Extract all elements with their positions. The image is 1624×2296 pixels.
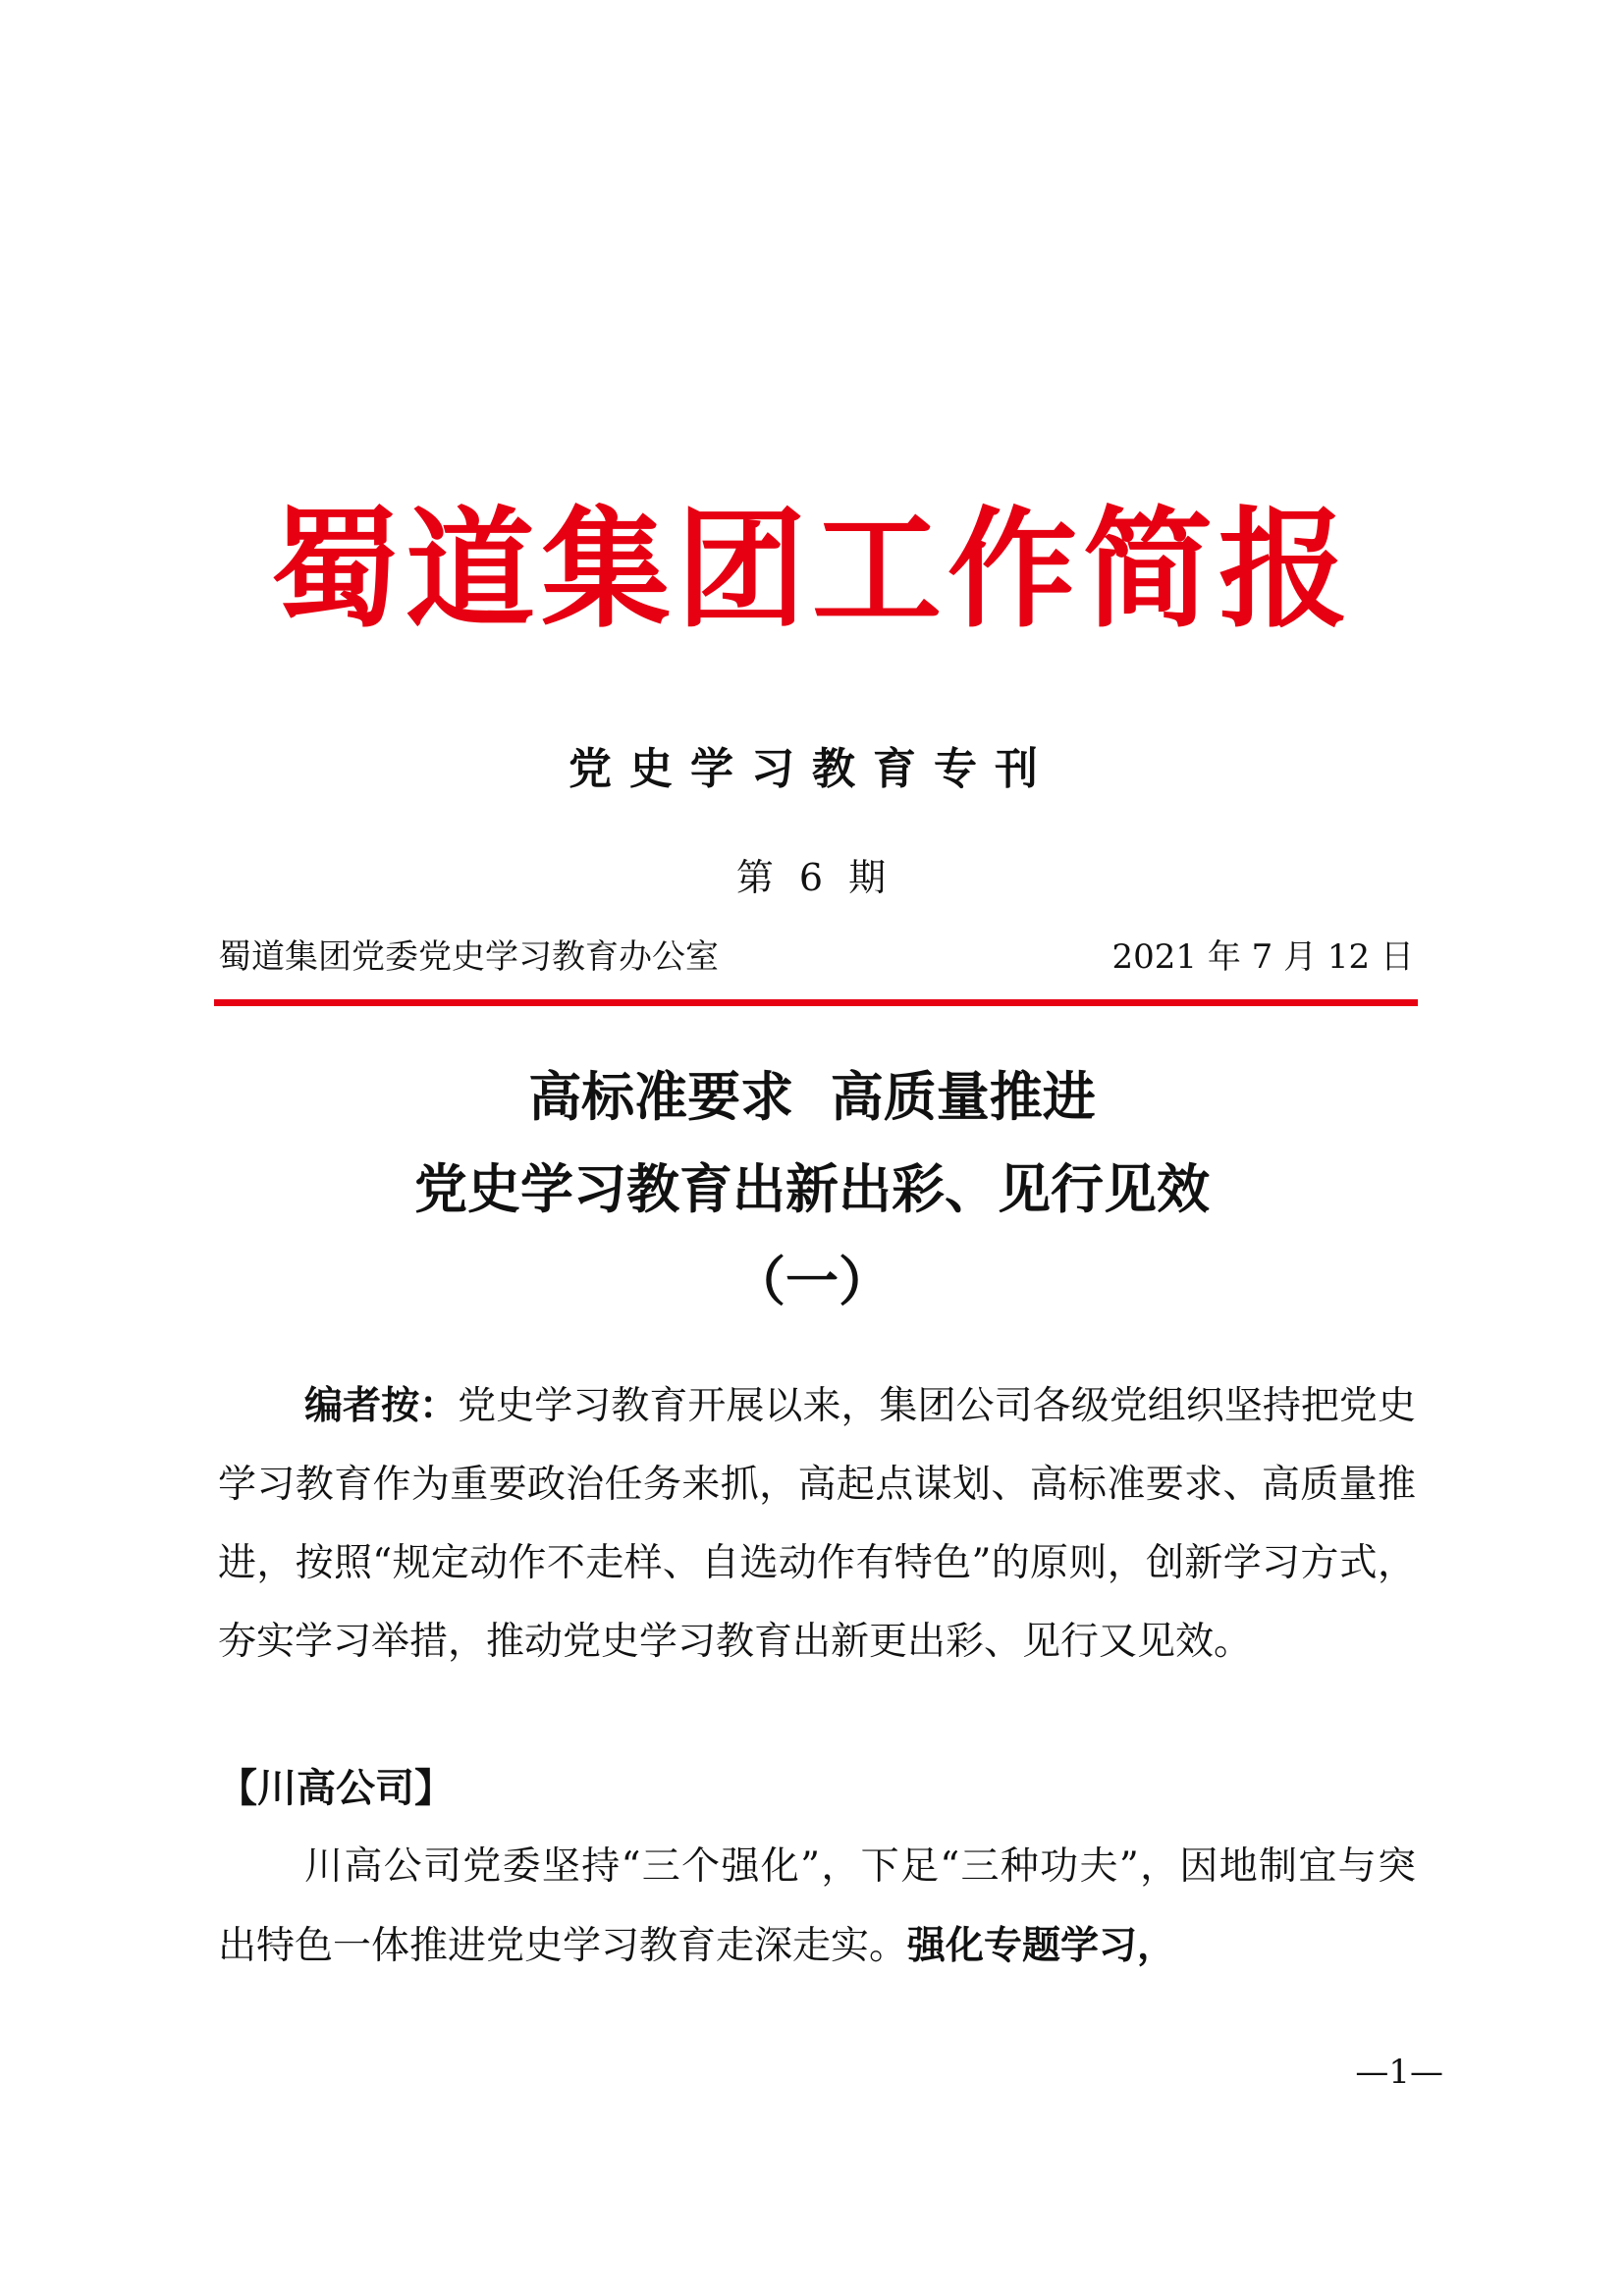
issuer-row <box>218 937 1414 977</box>
masthead-title: 蜀道集团工作简报 <box>270 494 1354 646</box>
section-text: 川高公司党委坚持“三个强化”，下足“三种功夫”，因地制宜与突出特色一体推进党史学习教育走深走实。 <box>218 1844 1416 1968</box>
header-divider <box>214 999 1418 1006</box>
article-title-line-1: 高标准要求 高质量推进 <box>528 1065 1096 1128</box>
issue-date: 2021 年 7 月 12 日 <box>1111 937 1414 977</box>
issuer-name: 蜀道集团党委党史学习教育办公室 <box>218 937 719 977</box>
editor-note-text: 党史学习教育开展以来，集团公司各级党组织坚持把党史学习教育作为重要政治任务来抓，高起点谋划、高标准要求、高质量推进，按照“规定动作不走样、自选动作有特色”的原则，创新学习方式，夯实学习举措，推动党史学习教育出新更出彩、见行又见效。 <box>218 1384 1416 1664</box>
section-heading: 【川高公司】 <box>218 1766 454 1811</box>
editor-note-label: 编者按： <box>304 1383 459 1428</box>
issue-number: 第 6 期 <box>735 856 889 899</box>
page-number: —1— <box>1355 2053 1443 2092</box>
article-title-line-3: （一） <box>732 1250 892 1312</box>
article-title <box>0 1050 1624 1327</box>
special-issue-subtitle: 党史学习教育专刊 <box>568 744 1056 794</box>
section-bold-text: 强化专题学习， <box>907 1923 1176 1968</box>
editor-note-paragraph <box>218 1366 1416 1682</box>
article-title-line-2: 党史学习教育出新出彩、见行见效 <box>414 1157 1210 1220</box>
section-paragraph <box>218 1828 1416 1986</box>
